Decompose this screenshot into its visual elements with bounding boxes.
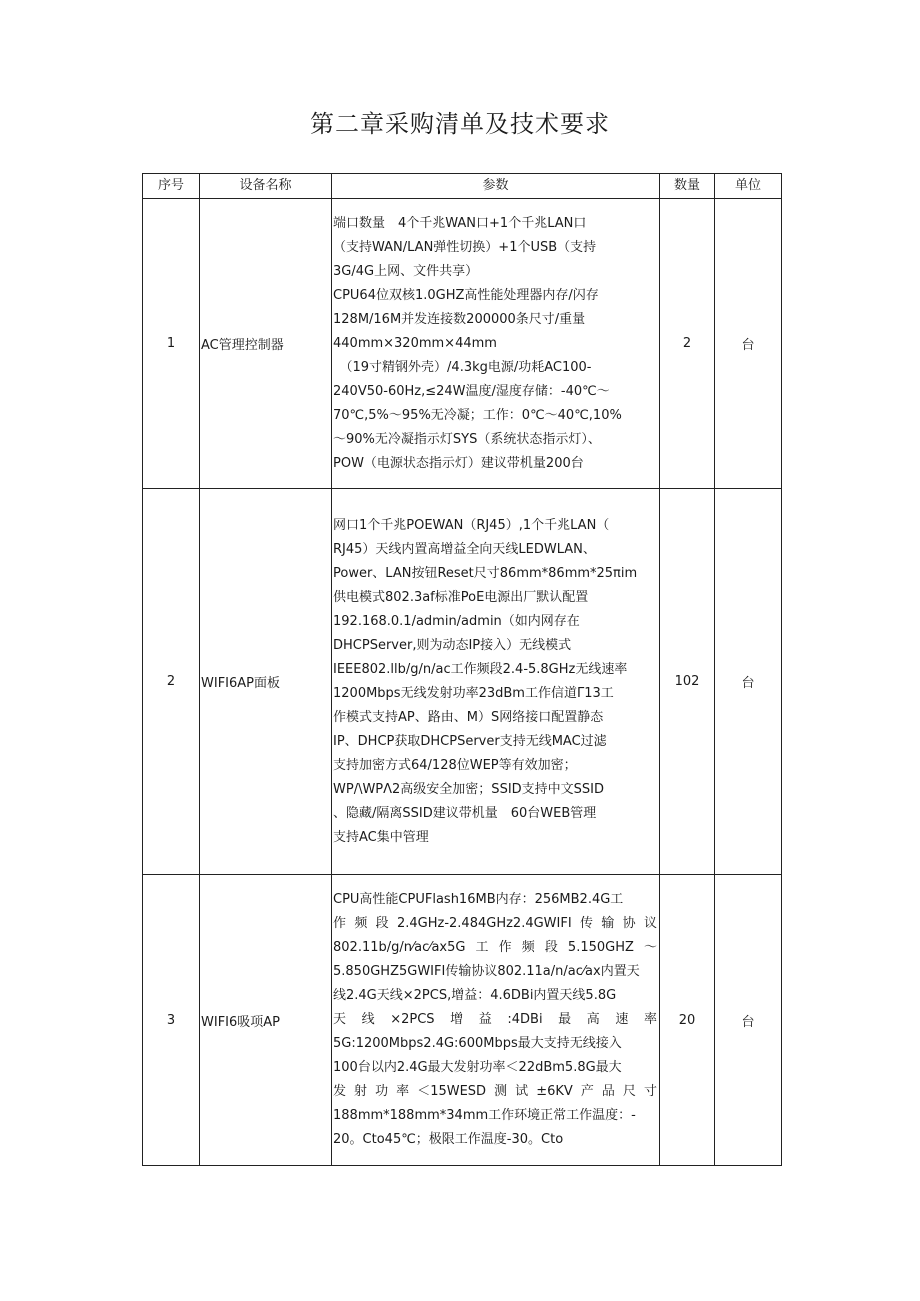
table-row: [143, 489, 782, 875]
row-device-name: WIFI6吸项AP: [200, 875, 332, 1166]
param-line: 20。Cto45℃；极限工作温度-30。Cto: [333, 1132, 564, 1147]
param-line: WP/\WPΛ2高级安全加密；SSID支持中文SSID: [333, 781, 605, 797]
param-line: IP、DHCP获取DHCPServer支持无线MAC过滤: [333, 733, 607, 749]
header-no: 序号: [143, 174, 200, 199]
param-line: 网口1个千兆POEWAN（RJ45）,1个千兆LAN（: [333, 517, 610, 533]
param-line: 192.168.0.1/admin/admin（如内网存在: [333, 613, 580, 629]
row-unit: 台: [715, 199, 782, 489]
row-no: 2: [143, 489, 200, 875]
header-qty: 数量: [660, 174, 715, 199]
param-line: IEEE802.llb/g/n/ac工作频段2.4-5.8GHz无线速率: [333, 661, 628, 677]
row-device-name: WIFI6AP面板: [200, 489, 332, 875]
row-unit: 台: [715, 875, 782, 1166]
param-line: 线2.4G天线×2PCS,增益：4.6DBi内置天线5.8G: [333, 988, 617, 1003]
row-no: 1: [143, 199, 200, 489]
param-line: 端口数量 4个千兆WAN口+1个千兆LAN口: [333, 215, 587, 231]
param-line: （支持WAN/LAN弹性切换）+1个USB（支持: [333, 239, 597, 255]
param-line: RJ45）天线内置高增益全向天线LEDWLAN、: [333, 541, 596, 557]
param-line: 440mm×320mm×44mm: [333, 335, 497, 351]
procurement-spec-table: [142, 173, 782, 1166]
param-line: 5G:1200Mbps2.4G:600Mbps最大支持无线接入: [333, 1036, 622, 1051]
param-line: 支持AC集中管理: [333, 829, 429, 845]
param-line: 作频段2.4GHz-2.484GHz2.4GWIFI传输协议: [333, 916, 657, 931]
param-line: 100台以内2.4G最大发射功率＜22dBm5.8G最大: [333, 1060, 622, 1075]
param-line: 支持加密方式64/128位WEP等有效加密；: [333, 757, 577, 773]
table-header-row: [143, 174, 782, 199]
param-line: DHCPServer,则为动态IP接入）无线模式: [333, 637, 572, 653]
param-line: 发射功率＜15WESD测试±6KV产品尺寸: [333, 1084, 657, 1099]
row-qty: 102: [660, 489, 715, 875]
row-params: [332, 199, 660, 489]
param-line: （19寸精钢外壳）/4.3kg电源/功耗AC100-: [333, 359, 592, 375]
row-qty: 2: [660, 199, 715, 489]
row-unit: 台: [715, 489, 782, 875]
row-no: 3: [143, 875, 200, 1166]
param-line: 188mm*188mm*34mm工作环境正常工作温度：-: [333, 1108, 636, 1123]
param-line: 128M/16M并发连接数200000条尺寸/重量: [333, 311, 586, 327]
param-line: CPU高性能CPUFlash16MB内存：256MB2.4G工: [333, 892, 624, 907]
param-line: 240V50-60Hz,≤24W温度/湿度存储：-40℃～: [333, 383, 610, 399]
header-unit: 单位: [715, 174, 782, 199]
param-line: 70℃,5%～95%无冷凝；工作：0℃～40℃,10%: [333, 407, 622, 423]
param-line: ～90%无冷凝指示灯SYS（系统状态指示灯）、: [333, 431, 601, 447]
param-line: 作模式支持AP、路由、M）S网络接口配置静态: [333, 709, 604, 725]
param-line: 供电模式802.3af标准PoE电源出厂默认配置: [333, 589, 589, 605]
header-params: 参数: [332, 174, 660, 199]
page-title: 第二章采购清单及技术要求: [310, 110, 610, 138]
param-line: POW（电源状态指示灯）建议带机量200台: [333, 455, 584, 471]
row-params: [332, 489, 660, 875]
table-row: [143, 199, 782, 489]
table-row: [143, 875, 782, 1166]
param-line: 、隐藏/隔离SSID建议带机量 60台WEB管理: [333, 805, 597, 821]
row-qty: 20: [660, 875, 715, 1166]
header-name: 设备名称: [200, 174, 332, 199]
param-line: 3G/4G上网、文件共享）: [333, 263, 479, 279]
param-line: 1200Mbps无线发射功率23dBm工作信道Γ13工: [333, 685, 614, 701]
param-line: 802.11b/g/n⁄ac⁄ax5G工作频段5.150GHZ～: [333, 940, 657, 955]
param-line: Power、LAN按钮Reset尺寸86mm*86mm*25πim: [333, 565, 638, 581]
param-line: CPU64位双核1.0GHZ高性能处理器内存/闪存: [333, 287, 599, 303]
row-params: [332, 875, 660, 1166]
row-device-name: AC管理控制器: [200, 199, 332, 489]
param-line: 5.850GHZ5GWIFI传输协议802.11a/n/ac⁄ax内置天: [333, 964, 640, 979]
param-line: 天线×2PCS增益:4DBi最高速率: [333, 1012, 657, 1027]
